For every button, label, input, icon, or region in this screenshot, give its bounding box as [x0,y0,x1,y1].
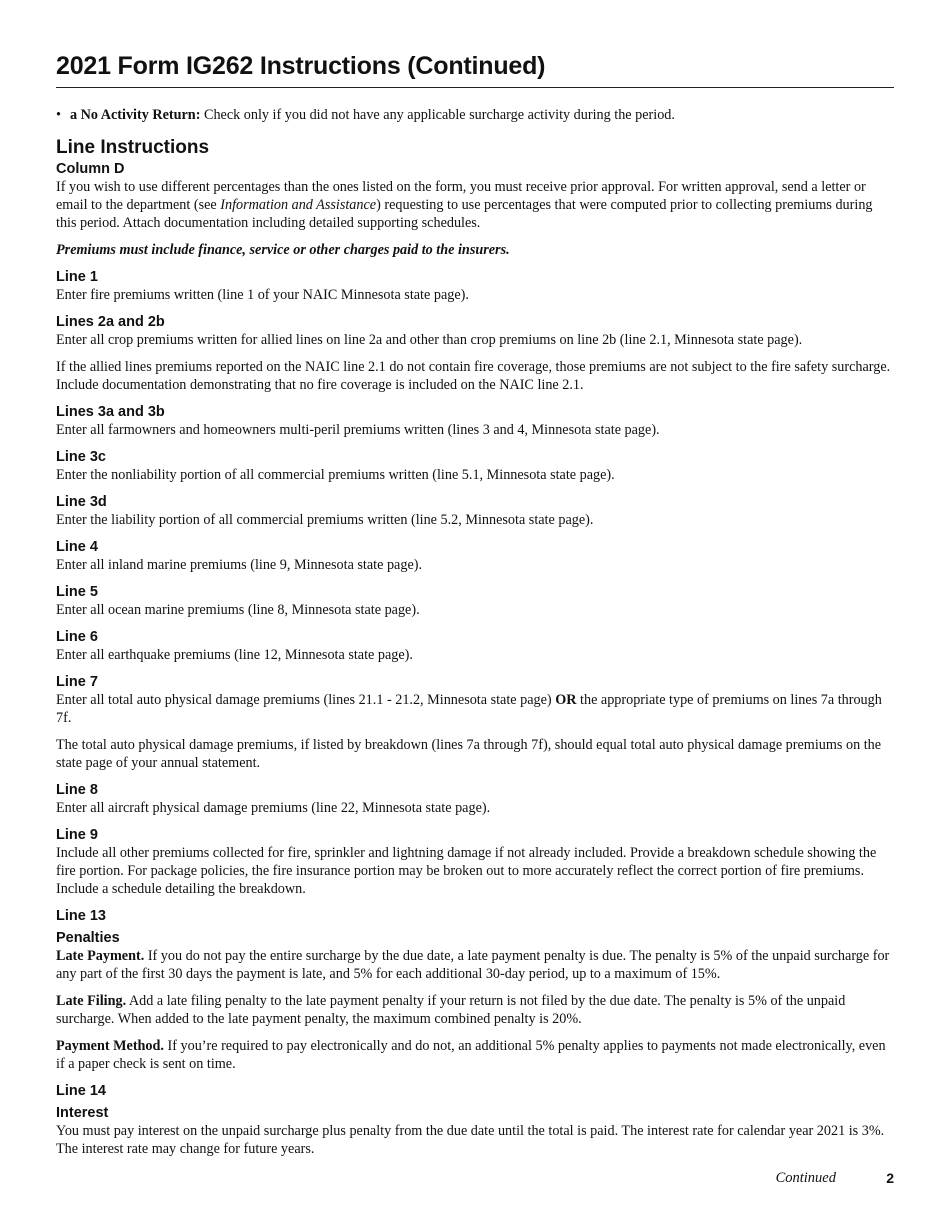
line-3d-heading: Line 3d [56,494,107,510]
page-footer [56,1169,894,1189]
lines-3ab-text: Enter all farmowners and homeowners multi-peril premiums written (lines 3 and 4, Minnesota state page). [56,422,660,438]
penalties-heading: Penalties [56,930,120,946]
page-number: 2 [886,1170,894,1186]
lines-3ab-heading: Lines 3a and 3b [56,404,165,420]
line-4-heading: Line 4 [56,539,98,555]
line-8-heading: Line 8 [56,782,98,798]
line-9-text: Include all other premiums collected for fire, sprinkler and lightning damage if not already included. Provide a breakdown schedule showing the fire portion. For package policies, the fire insurance portion may be broken out to more accurately reflect the correct portion of fire premiums. Include a schedule detailing the breakdown. [56,845,877,897]
late-filing-text: Late Filing. Add a late filing penalty to the late payment penalty if your return is not filed by the due date. The penalty is 5% of the unpaid surcharge. When added to the late payment penalty, the maximum combined penalty is 20%. [56,993,846,1027]
column-d-text: If you wish to use different percentages than the ones listed on the form, you must receive prior approval. For written approval, send a letter or email to the department (see Information and Assistance) requesting to use percentages that were computed prior to collecting premiums during this period. Attach documentation including detailed supporting schedules. [56,179,873,231]
line-3c-heading: Line 3c [56,449,106,465]
interest-text: You must pay interest on the unpaid surcharge plus penalty from the due date until the total is paid. The interest rate for calendar year 2021 is 3%. The interest rate may change for future years. [56,1123,885,1157]
line-3c-text: Enter the nonliability portion of all commercial premiums written (line 5.1, Minnesota state page). [56,467,615,483]
line-7-heading: Line 7 [56,674,98,690]
line-5-text: Enter all ocean marine premiums (line 8, Minnesota state page). [56,602,420,618]
no-activity-text: Check only if you did not have any applicable surcharge activity during the period. [200,107,675,123]
line-7-text-2: The total auto physical damage premiums, if listed by breakdown (lines 7a through 7f), should equal total auto physical damage premiums on the state page of your annual statement. [56,737,882,771]
no-activity-bullet [56,106,894,124]
late-payment-text: Late Payment. If you do not pay the entire surcharge by the due date, a late payment penalty is due. The penalty is 5% of the unpaid surcharge for any part of the first 30 days the payment is late, and 5% for each additional 30-day period, up to a maximum of 15%. [56,948,890,982]
info-assistance-ref: Information and Assistance [220,197,377,213]
line-9-heading: Line 9 [56,827,98,843]
instructions-body [56,136,894,1158]
lines-2-heading: Lines 2a and 2b [56,314,165,330]
line-7-text: Enter all total auto physical damage premiums (lines 21.1 - 21.2, Minnesota state page) OR the appropriate type of premiums on lines 7a through 7f. [56,692,882,726]
bullet-icon: • [56,107,61,123]
line-instructions-heading: Line Instructions [56,137,210,158]
line-8-text: Enter all aircraft physical damage premiums (line 22, Minnesota state page). [56,800,491,816]
line-14-heading: Line 14 [56,1083,106,1099]
line-13-heading: Line 13 [56,908,106,924]
line-1-text: Enter fire premiums written (line 1 of your NAIC Minnesota state page). [56,287,469,303]
lines-2-text-2: If the allied lines premiums reported on the NAIC line 2.1 do not contain fire coverage, those premiums are not subject to the fire safety surcharge. Include documentation demonstrating that no fire coverage is included on the NAIC line 2.1. [56,359,891,393]
interest-heading: Interest [56,1105,109,1121]
continued-label: Continued [775,1170,836,1186]
page-title: 2021 Form IG262 Instructions (Continued) [56,52,546,80]
line-1-heading: Line 1 [56,269,98,285]
title-rule [56,87,894,88]
column-d-heading: Column D [56,161,125,177]
line-6-text: Enter all earthquake premiums (line 12, Minnesota state page). [56,647,413,663]
line-6-heading: Line 6 [56,629,98,645]
line-4-text: Enter all inland marine premiums (line 9, Minnesota state page). [56,557,423,573]
line-3d-text: Enter the liability portion of all commercial premiums written (line 5.2, Minnesota state page). [56,512,594,528]
payment-method-text: Payment Method. If you’re required to pay electronically and do not, an additional 5% penalty applies to payments not made electronically, even if a paper check is sent on time. [56,1038,886,1072]
lines-2-text: Enter all crop premiums written for allied lines on line 2a and other than crop premiums on line 2b (line 2.1, Minnesota state page). [56,332,803,348]
line-5-heading: Line 5 [56,584,98,600]
no-activity-label: a No Activity Return: [70,107,201,123]
premiums-note: Premiums must include finance, service or other charges paid to the insurers. [56,242,510,258]
